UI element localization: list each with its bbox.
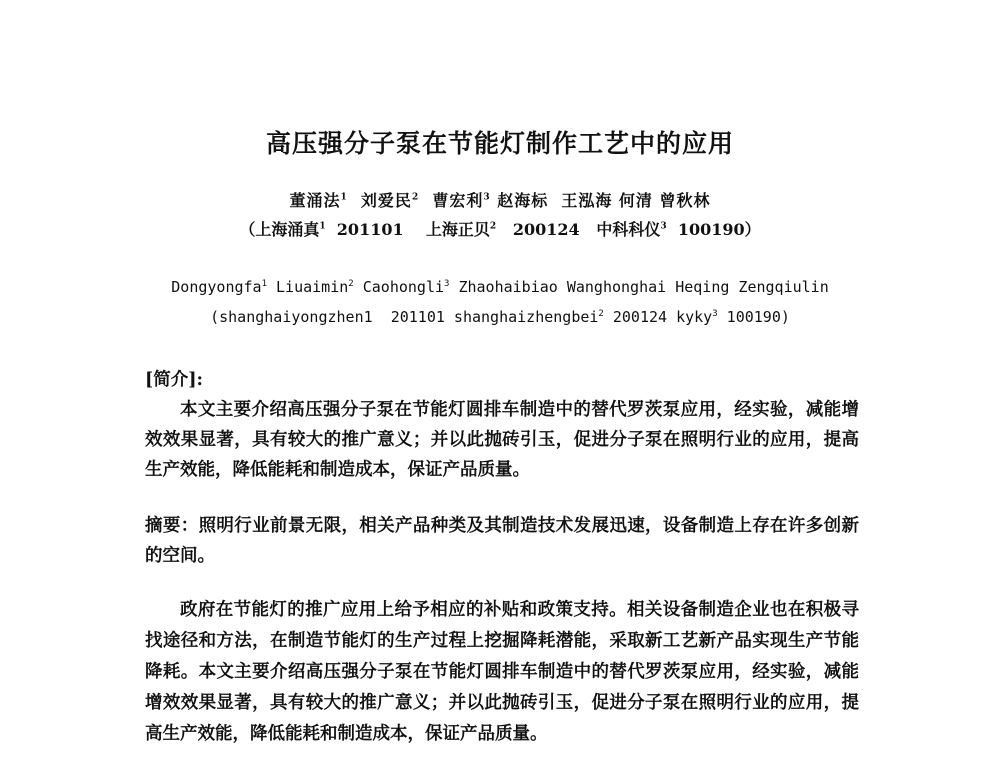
body-line: 找途径和方法，在制造节能灯的生产过程上挖掘降耗潜能，采取新工艺新产品实现生产节能 (145, 631, 859, 651)
intro-line: 效效果显著，具有较大的推广意义；并以此抛砖引玉，促进分子泵在照明行业的应用，提高 (145, 430, 859, 450)
affiliation: （上海涌真 (239, 220, 320, 239)
affiliation-sup: 2 (489, 221, 497, 232)
abstract-line: 摘要：照明行业前景无限，相关产品种类及其制造技术发展迅速，设备制造上存在许多创新 (145, 516, 859, 536)
body-line: 增效效果显著，具有较大的推广意义；并以此抛砖引玉，促进分子泵在照明行业的应用，提 (145, 693, 859, 713)
postal-code: 200124 (512, 220, 580, 239)
affiliation-en: 100190) (717, 308, 790, 326)
affiliation-sup: 3 (660, 221, 667, 232)
author-en: Zhaohaibiao Wanghonghai Heqing Zengqiulin (458, 278, 829, 296)
intro-line: 本文主要介绍高压强分子泵在节能灯圆排车制造中的替代罗茨泵应用，经实验，减能增 (180, 400, 859, 420)
author-sup: 3 (444, 279, 450, 289)
intro-line: 生产效能，降低能耗和制造成本，保证产品质量。 (145, 460, 530, 480)
affiliation: 上海正贝 (425, 220, 490, 239)
affiliation-en: 200124 kyky (603, 308, 713, 326)
author-en: Dongyongfa (171, 278, 262, 296)
author-sup: 3 (483, 192, 491, 203)
affiliations-en (0, 308, 1000, 326)
author-en: Caohongli (362, 278, 445, 296)
affiliation-en: (shanghaiyongzhen1 201101 shanghaizhengbei (210, 308, 599, 326)
body-line: 高生产效能，降低能耗和制造成本，保证产品质量。 (145, 724, 548, 744)
author-sup: 2 (348, 279, 354, 289)
postal-code: 100190） (677, 220, 761, 239)
author-sup: 1 (261, 279, 267, 289)
author-en: Liuaimin (276, 278, 349, 296)
paper-title: 高压强分子泵在节能灯制作工艺中的应用 (265, 129, 734, 158)
author: 董涌法 (289, 191, 341, 210)
author-sup: 2 (411, 192, 420, 203)
affiliations-cn (0, 217, 1000, 240)
affiliation-sup: 1 (319, 221, 326, 232)
body-line: 政府在节能灯的推广应用上给予相应的补贴和政策支持。相关设备制造企业也在积极寻 (180, 600, 859, 620)
author: 曹宏利 (432, 191, 484, 210)
authors-en (0, 278, 1000, 296)
affiliation: 中科科仪 (596, 220, 661, 239)
authors-cn (0, 188, 1000, 211)
postal-code: 201101 (336, 220, 404, 239)
intro-label: [简介]: (145, 370, 204, 390)
author: 刘爱民 (360, 191, 412, 210)
affiliation-sup: 3 (712, 309, 718, 319)
body-line: 降耗。本文主要介绍高压强分子泵在节能灯圆排车制造中的替代罗茨泵应用，经实验，减能 (145, 662, 859, 682)
author: 赵海标 王泓海 何清 曾秋林 (497, 191, 711, 210)
abstract-line: 的空间。 (145, 546, 215, 566)
author-sup: 1 (340, 192, 348, 203)
affiliation-sup: 2 (598, 309, 604, 319)
